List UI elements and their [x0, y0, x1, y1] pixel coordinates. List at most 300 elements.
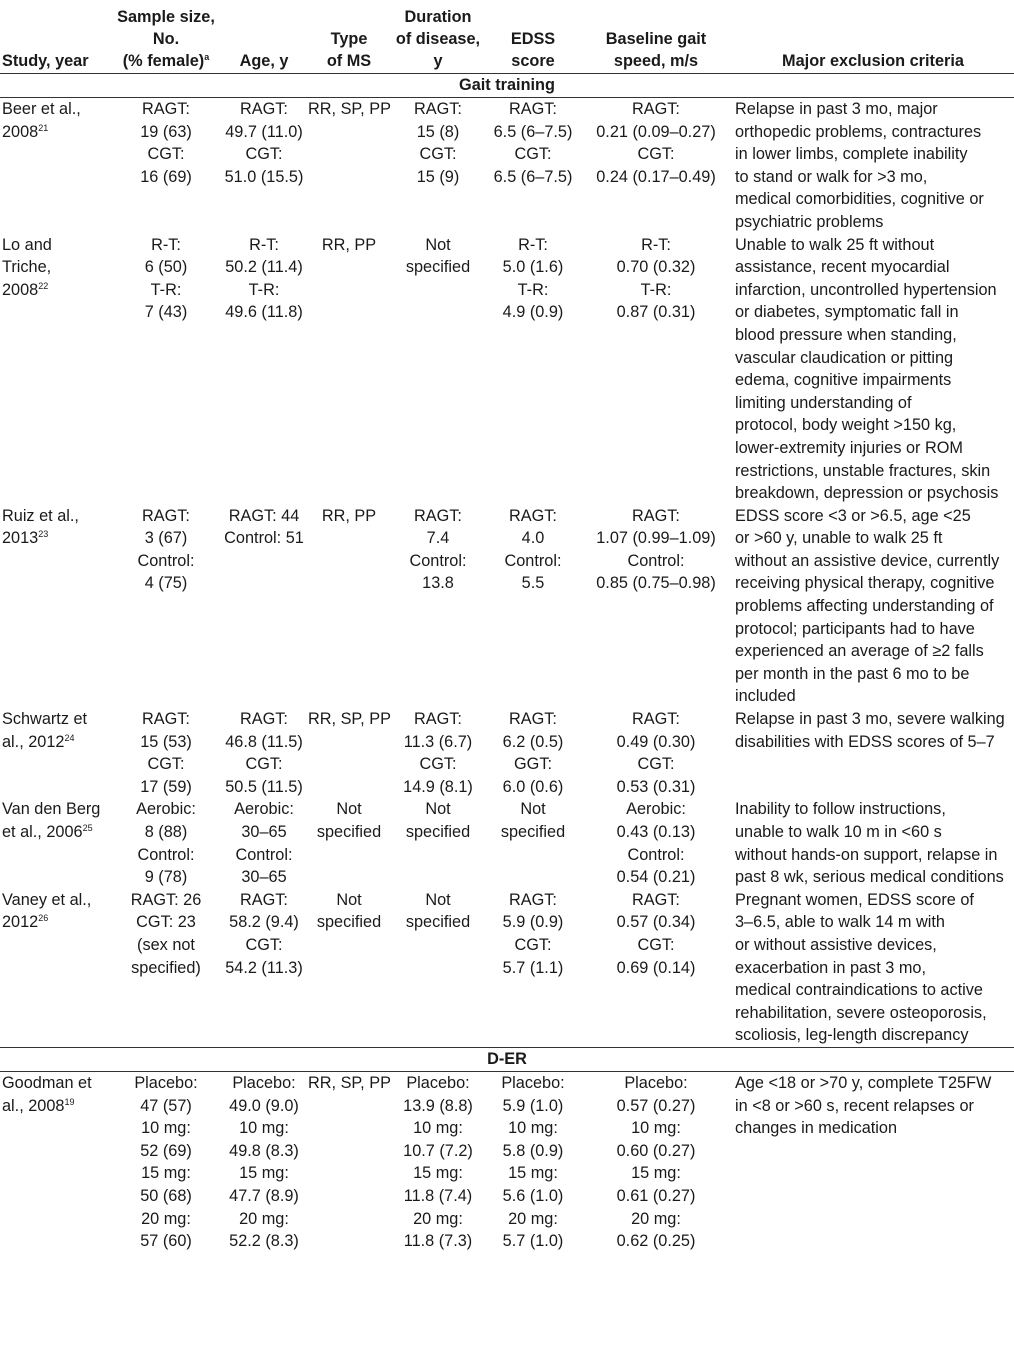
exclusion-line: without an assistive device, currently [735, 551, 1000, 570]
duration-line: 11.8 (7.3) [403, 1232, 473, 1251]
gait-speed-line: CGT: [637, 935, 675, 954]
sample-size-line: 20 mg: [141, 1209, 191, 1228]
duration-line: 11.8 (7.4) [403, 1186, 473, 1205]
section-title: Gait training [0, 74, 1014, 98]
header-gait-line: Baseline gait [605, 30, 707, 48]
gait-speed-cell [580, 798, 732, 888]
study-line [2, 889, 112, 912]
duration-line: 15 (8) [416, 122, 460, 141]
sample-size-cell [112, 889, 220, 1048]
edss-line: 4.9 (0.9) [502, 303, 564, 322]
duration-line: specified [405, 913, 471, 932]
edss-line: 5.9 (1.0) [502, 1096, 564, 1115]
study-text: Triche, [2, 258, 52, 277]
study-line [2, 731, 112, 754]
footnote-marker: a [204, 52, 210, 62]
exclusion-cell [732, 708, 1014, 798]
gait-speed-cell [580, 1071, 732, 1252]
age-line: 15 mg: [239, 1164, 289, 1183]
study-text: Vaney et al., [2, 890, 92, 909]
reference-number: 26 [38, 913, 49, 924]
exclusion-line: or without assistive devices, [735, 935, 937, 954]
type-ms-line: specified [316, 913, 382, 932]
section-header-row [0, 74, 1014, 98]
gait-speed-cell [580, 708, 732, 798]
exclusion-line: protocol, body weight >150 kg, [735, 416, 957, 435]
edss-line: 5.9 (0.9) [502, 913, 564, 932]
gait-speed-line: 0.24 (0.17–0.49) [596, 167, 716, 186]
age-line: Control: 51 [224, 529, 304, 548]
sample-size-line: CGT: 23 [136, 913, 196, 932]
header-gait-line: speed, m/s [613, 52, 699, 70]
gait-speed-line: CGT: [637, 145, 675, 164]
gait-speed-line: 0.43 (0.13) [616, 823, 696, 841]
duration-line: 7.4 [426, 529, 450, 548]
sample-size-line: T-R: [150, 280, 182, 299]
exclusion-line: in <8 or >60 s, recent relapses or [735, 1096, 974, 1115]
sample-size-line: 50 (68) [140, 1186, 192, 1205]
exclusion-line: included [735, 687, 796, 706]
study-line [2, 708, 112, 731]
gait-speed-cell [580, 889, 732, 1048]
exclusion-line: unable to walk 10 m in <60 s [735, 823, 942, 841]
exclusion-line: without hands-on support, relapse in [735, 845, 998, 864]
sample-size-line: 15 mg: [141, 1164, 191, 1183]
study-text: Goodman et [2, 1073, 92, 1092]
study-line [2, 279, 112, 302]
exclusion-cell [732, 98, 1014, 234]
study-cell [0, 1071, 112, 1252]
duration-line: 10 mg: [413, 1119, 463, 1138]
header-duration-line: Duration [404, 8, 472, 26]
duration-line: Control: [409, 551, 467, 570]
sample-size-line: 17 (59) [140, 777, 192, 796]
header-duration-line: y [433, 52, 443, 70]
exclusion-line: blood pressure when standing, [735, 325, 957, 344]
edss-cell [486, 505, 580, 708]
duration-line: Not [425, 235, 451, 254]
gait-speed-line: 0.57 (0.34) [616, 913, 696, 932]
age-cell [220, 798, 308, 888]
duration-line: 20 mg: [413, 1209, 463, 1228]
edss-line: 6.5 (6–7.5) [493, 167, 573, 186]
duration-cell [390, 98, 486, 234]
gait-speed-line: Aerobic: [626, 800, 686, 819]
gait-speed-line: 0.62 (0.25) [616, 1232, 696, 1251]
header-sample-line [112, 50, 220, 72]
type-ms-line: RR, SP, PP [308, 1073, 391, 1092]
gait-speed-line: 0.49 (0.30) [616, 732, 696, 751]
sample-size-line: specified) [131, 958, 201, 977]
edss-cell [486, 798, 580, 888]
age-line: T-R: [248, 280, 280, 299]
type-ms-line: RR, SP, PP [308, 100, 391, 118]
exclusion-line: Relapse in past 3 mo, severe walking [735, 710, 1005, 729]
edss-cell [486, 234, 580, 505]
type-ms-line: specified [316, 823, 382, 841]
exclusion-line: past 8 wk, serious medical conditions [735, 868, 1004, 887]
gait-speed-line: 0.60 (0.27) [616, 1141, 696, 1160]
reference-number: 22 [38, 280, 49, 291]
edss-line: R-T: [518, 235, 548, 254]
type-ms-cell [308, 505, 390, 708]
edss-line: 5.7 (1.1) [502, 958, 564, 977]
exclusion-cell [732, 234, 1014, 505]
exclusion-line: changes in medication [735, 1119, 898, 1138]
sample-size-line: 6 (50) [144, 258, 188, 277]
table-row [0, 505, 1014, 708]
duration-cell [390, 798, 486, 888]
edss-line: 5.6 (1.0) [502, 1186, 564, 1205]
duration-cell [390, 889, 486, 1048]
sample-size-line: RAGT: [142, 506, 190, 525]
gait-speed-line: RAGT: [632, 710, 680, 729]
table-row [0, 234, 1014, 505]
study-cell [0, 234, 112, 505]
age-line: 58.2 (9.4) [229, 913, 299, 932]
age-line: 51.0 (15.5) [224, 167, 304, 186]
header-row [0, 0, 1014, 74]
table-row [0, 798, 1014, 888]
duration-line: 13.8 [422, 574, 454, 593]
type-ms-line: RR, PP [321, 506, 377, 525]
header-type-line: of MS [326, 52, 372, 70]
duration-line: 14.9 (8.1) [403, 777, 473, 796]
header-type-ms [308, 0, 390, 74]
age-line: CGT: [245, 935, 283, 954]
reference-number: 25 [82, 823, 93, 833]
age-line: Control: [235, 845, 293, 864]
study-text: Ruiz et al., [2, 506, 79, 525]
gait-speed-line: T-R: [640, 280, 672, 299]
header-sample-line: Sample size, [117, 8, 215, 26]
duration-line: 11.3 (6.7) [403, 732, 473, 751]
sample-size-cell [112, 505, 220, 708]
sample-size-cell [112, 234, 220, 505]
edss-line: RAGT: [509, 890, 557, 909]
header-edss-line: score [511, 52, 555, 70]
sample-size-line: CGT: [147, 755, 185, 774]
study-line [2, 821, 112, 844]
exclusion-line: rehabilitation, severe osteoporosis, [735, 1003, 987, 1022]
exclusion-line: in lower limbs, complete inability [735, 145, 968, 164]
section-title: D-ER [0, 1047, 1014, 1071]
study-cell [0, 889, 112, 1048]
edss-line: 5.0 (1.6) [502, 258, 564, 277]
exclusion-line: limiting understanding of [735, 393, 912, 412]
gait-speed-line: Control: [627, 551, 685, 570]
study-cell [0, 798, 112, 888]
sample-size-line: Placebo: [134, 1073, 198, 1092]
type-ms-cell [308, 98, 390, 234]
table-body [0, 74, 1014, 1253]
study-line [2, 121, 112, 144]
exclusion-line: scoliosis, leg-length discrepancy [735, 1026, 969, 1045]
gait-speed-line: 0.87 (0.31) [616, 303, 696, 322]
sample-size-line: RAGT: 26 [130, 890, 202, 909]
study-text: 2008 [2, 122, 39, 141]
reference-number: 19 [64, 1096, 75, 1107]
type-ms-line: Not [336, 800, 362, 819]
header-edss [486, 0, 580, 74]
gait-speed-line: 0.61 (0.27) [616, 1186, 696, 1205]
gait-speed-cell [580, 98, 732, 234]
study-line [2, 798, 112, 821]
age-line: 52.2 (8.3) [229, 1232, 299, 1251]
exclusion-line: or diabetes, symptomatic fall in [735, 303, 959, 322]
header-duration-line: of disease, [395, 30, 481, 48]
exclusion-line: disabilities with EDSS scores of 5–7 [735, 732, 995, 751]
age-line: 46.8 (11.5) [225, 732, 303, 751]
age-cell [220, 708, 308, 798]
gait-speed-line: 0.85 (0.75–0.98) [596, 574, 716, 593]
age-line: Placebo: [232, 1073, 296, 1092]
exclusion-line: experienced an average of ≥2 falls [735, 642, 984, 661]
header-edss-line: EDSS [510, 30, 556, 48]
age-line: Aerobic: [234, 800, 294, 819]
study-line [2, 98, 112, 121]
exclusion-cell [732, 505, 1014, 708]
duration-line: 15 (9) [416, 167, 460, 186]
exclusion-line: lower-extremity injuries or ROM [735, 438, 963, 457]
reference-number: 23 [38, 529, 49, 540]
duration-line: 10.7 (7.2) [403, 1141, 473, 1160]
study-text: 2008 [2, 280, 39, 299]
study-line [2, 1095, 112, 1118]
gait-speed-line: 20 mg: [631, 1209, 681, 1228]
type-ms-cell [308, 234, 390, 505]
exclusion-line: exacerbation in past 3 mo, [735, 958, 926, 977]
gait-speed-line: 10 mg: [631, 1119, 681, 1138]
type-ms-cell [308, 708, 390, 798]
sample-size-line: 3 (67) [144, 529, 188, 548]
study-text: al., 2008 [2, 1096, 65, 1115]
edss-cell [486, 889, 580, 1048]
study-line [2, 234, 112, 257]
exclusion-line: Unable to walk 25 ft without [735, 235, 935, 254]
gait-speed-line: 0.54 (0.21) [616, 868, 696, 887]
study-line [2, 527, 112, 550]
sample-size-line: 8 (88) [144, 823, 188, 841]
exclusion-line: Inability to follow instructions, [735, 800, 946, 819]
exclusion-line: to stand or walk for >3 mo, [735, 167, 928, 186]
reference-number: 24 [64, 732, 75, 743]
sample-size-line: RAGT: [142, 710, 190, 729]
duration-line: specified [405, 258, 471, 277]
gait-speed-line: 0.69 (0.14) [616, 958, 696, 977]
age-line: 50.2 (11.4) [225, 258, 303, 277]
header-sample-size [112, 0, 220, 74]
age-cell [220, 889, 308, 1048]
exclusion-line: 3–6.5, able to walk 14 m with [735, 913, 945, 932]
exclusion-line: vascular claudication or pitting [735, 348, 954, 367]
exclusion-line: EDSS score <3 or >6.5, age <25 [735, 506, 971, 525]
study-cell [0, 505, 112, 708]
header-sample-line: No. [152, 30, 180, 48]
edss-line: 4.0 [521, 529, 545, 548]
edss-line: 6.5 (6–7.5) [493, 122, 573, 141]
duration-cell [390, 708, 486, 798]
age-line: CGT: [245, 755, 283, 774]
study-cell [0, 98, 112, 234]
edss-line: RAGT: [509, 506, 557, 525]
sample-size-cell [112, 98, 220, 234]
sample-size-line: 9 (78) [144, 868, 188, 887]
edss-cell [486, 98, 580, 234]
duration-line: Not [425, 800, 451, 819]
edss-line: specified [500, 823, 566, 841]
duration-line: RAGT: [414, 710, 462, 729]
edss-cell [486, 1071, 580, 1252]
duration-line: RAGT: [414, 506, 462, 525]
study-text: Lo and [2, 235, 52, 254]
study-text: et al., 2006 [2, 823, 83, 841]
header-sample-female: (% female) [122, 52, 205, 70]
age-line: 49.0 (9.0) [229, 1096, 299, 1115]
study-text: al., 2012 [2, 732, 65, 751]
gait-speed-cell [580, 505, 732, 708]
exclusion-line: Pregnant women, EDSS score of [735, 890, 974, 909]
age-line: R-T: [249, 235, 279, 254]
edss-line: 5.8 (0.9) [502, 1141, 564, 1160]
type-ms-cell [308, 1071, 390, 1252]
study-text: Beer et al., [2, 100, 81, 118]
exclusion-line: assistance, recent myocardial [735, 258, 950, 277]
header-exclusion: Major exclusion criteria [782, 52, 964, 70]
sample-size-line: RAGT: [142, 100, 190, 118]
edss-line: 15 mg: [508, 1164, 558, 1183]
edss-line: 6.2 (0.5) [502, 732, 564, 751]
edss-line: T-R: [517, 280, 549, 299]
gait-speed-cell [580, 234, 732, 505]
duration-line: Placebo: [406, 1073, 470, 1092]
duration-line: 15 mg: [413, 1164, 463, 1183]
sample-size-cell [112, 708, 220, 798]
gait-speed-line: 0.53 (0.31) [616, 777, 696, 796]
exclusion-line: psychiatric problems [735, 212, 884, 231]
age-line: RAGT: [240, 710, 288, 729]
duration-cell [390, 234, 486, 505]
sample-size-line: 47 (57) [140, 1096, 192, 1115]
exclusion-line: protocol; participants had to have [735, 619, 975, 638]
sample-size-line: Control: [137, 845, 195, 864]
age-line: 49.7 (11.0) [225, 122, 303, 141]
type-ms-line: RR, PP [321, 235, 377, 254]
header-gait-speed [580, 0, 732, 74]
edss-line: GGT: [514, 755, 552, 774]
sample-size-line: 10 mg: [141, 1119, 191, 1138]
exclusion-line: receiving physical therapy, cognitive [735, 574, 995, 593]
edss-line: CGT: [514, 935, 552, 954]
exclusion-line: orthopedic problems, contractures [735, 122, 982, 141]
sample-size-line: CGT: [147, 145, 185, 164]
age-cell [220, 234, 308, 505]
gait-speed-line: R-T: [641, 235, 671, 254]
sample-size-line: Aerobic: [136, 800, 196, 819]
edss-line: RAGT: [509, 710, 557, 729]
sample-size-line: 19 (63) [140, 122, 192, 141]
table-row [0, 708, 1014, 798]
gait-speed-line: 15 mg: [631, 1164, 681, 1183]
sample-size-line: (sex not [137, 935, 195, 954]
age-line: 20 mg: [239, 1209, 289, 1228]
exclusion-cell [732, 1071, 1014, 1252]
exclusion-line: edema, cognitive impairments [735, 371, 952, 390]
edss-line: Not [520, 800, 546, 819]
exclusion-line: Age <18 or >70 y, complete T25FW [735, 1073, 992, 1092]
study-text: 2013 [2, 529, 39, 548]
study-text: Van den Berg [2, 800, 101, 819]
duration-line: CGT: [419, 145, 457, 164]
gait-speed-line: 0.21 (0.09–0.27) [596, 122, 716, 141]
sample-size-line: 52 (69) [140, 1141, 192, 1160]
sample-size-line: 15 (53) [140, 732, 192, 751]
table-row [0, 98, 1014, 234]
sample-size-line: Control: [137, 551, 195, 570]
sample-size-line: R-T: [151, 235, 181, 254]
exclusion-line: per month in the past 6 mo to be [735, 664, 970, 683]
age-line: 10 mg: [239, 1119, 289, 1138]
age-line: 30–65 [241, 868, 287, 887]
edss-line: 6.0 (0.6) [502, 777, 564, 796]
reference-number: 21 [38, 122, 49, 133]
duration-line: specified [405, 823, 471, 841]
sample-size-line: 4 (75) [144, 574, 188, 593]
age-line: 49.8 (8.3) [229, 1141, 299, 1160]
exclusion-cell [732, 798, 1014, 888]
exclusion-line: restrictions, unstable fractures, skin [735, 461, 991, 480]
section-header-row [0, 1047, 1014, 1071]
duration-line: CGT: [419, 755, 457, 774]
duration-cell [390, 1071, 486, 1252]
edss-line: 5.7 (1.0) [502, 1232, 564, 1251]
exclusion-line: Relapse in past 3 mo, major [735, 100, 938, 118]
table-row [0, 889, 1014, 1048]
study-cell [0, 708, 112, 798]
gait-speed-line: 0.70 (0.32) [616, 258, 696, 277]
sample-size-line: 16 (69) [140, 167, 192, 186]
exclusion-line: medical contraindications to active [735, 981, 983, 1000]
age-cell [220, 505, 308, 708]
exclusion-cell [732, 889, 1014, 1048]
sample-size-line: 57 (60) [140, 1232, 192, 1251]
type-ms-cell [308, 798, 390, 888]
edss-line: Placebo: [501, 1073, 565, 1092]
age-cell [220, 1071, 308, 1252]
header-type-line: Type [330, 30, 368, 48]
age-line: 49.6 (11.8) [225, 303, 303, 322]
age-line: RAGT: [240, 890, 288, 909]
duration-line: RAGT: [414, 100, 462, 118]
age-line: 50.5 (11.5) [225, 777, 303, 796]
gait-speed-line: 0.57 (0.27) [616, 1096, 696, 1115]
sample-size-cell [112, 1071, 220, 1252]
gait-speed-line: Control: [627, 845, 685, 864]
edss-line: CGT: [514, 145, 552, 164]
age-line: 30–65 [241, 823, 287, 841]
exclusion-line: problems affecting understanding of [735, 597, 994, 616]
gait-speed-line: RAGT: [632, 506, 680, 525]
edss-cell [486, 708, 580, 798]
edss-line: RAGT: [509, 100, 557, 118]
type-ms-cell [308, 889, 390, 1048]
gait-speed-line: Placebo: [624, 1073, 688, 1092]
age-line: 47.7 (8.9) [229, 1186, 299, 1205]
gait-speed-line: RAGT: [632, 100, 680, 118]
study-text: Schwartz et [2, 710, 88, 729]
duration-line: Not [425, 890, 451, 909]
sample-size-line: 7 (43) [144, 303, 188, 322]
